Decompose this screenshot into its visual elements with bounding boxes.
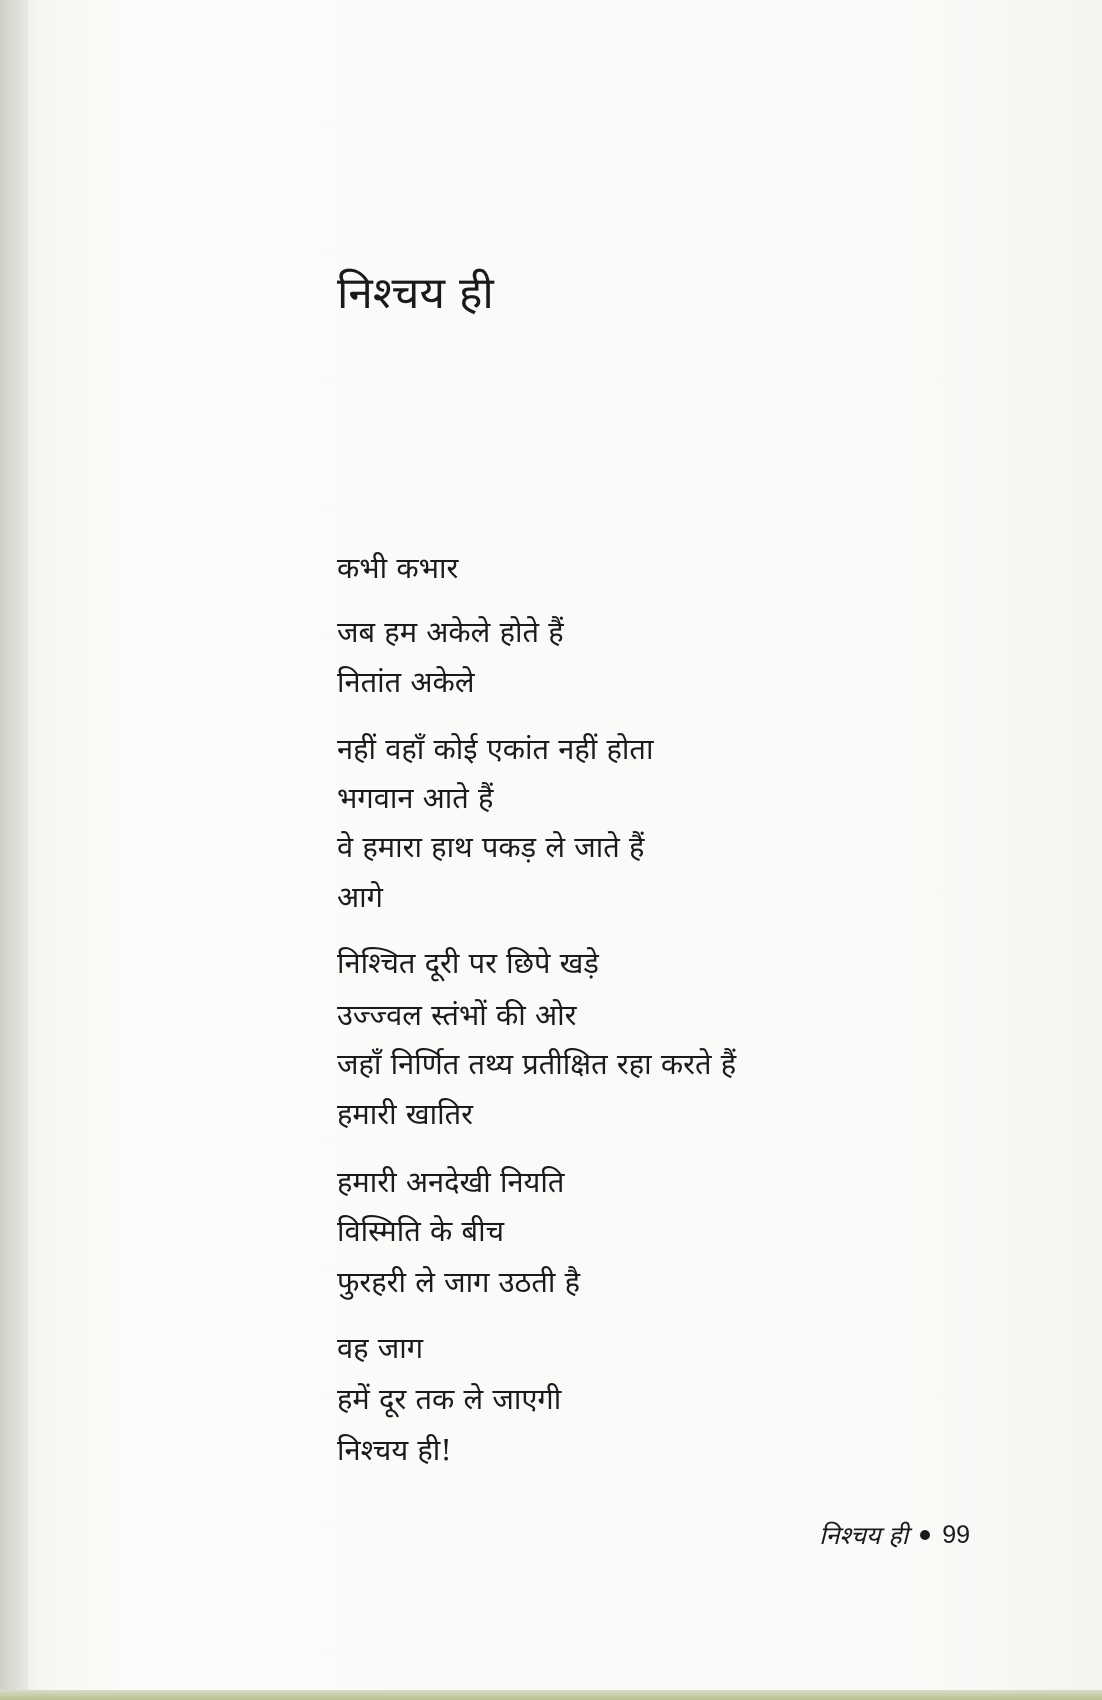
page-bottom-edge [0, 1690, 1102, 1700]
poem-line: वह जाग [337, 1331, 424, 1365]
poem-line: नहीं वहाँ कोई एकांत नहीं होता [337, 732, 654, 766]
page-number: 99 [942, 1520, 970, 1549]
poem-line: कभी कभार [337, 551, 459, 585]
poem-body [337, 0, 937, 1700]
poem-line: जब हम अकेले होते हैं [337, 615, 564, 649]
poem-line: फुरहरी ले जाग उठती है [337, 1265, 581, 1299]
poem-line: नितांत अकेले [337, 665, 475, 699]
poem-line: हमें दूर तक ले जाएगी [337, 1382, 562, 1416]
poem-line: निश्चय ही! [337, 1433, 452, 1467]
poem-line: उज्ज्वल स्तंभों की ओर [337, 998, 577, 1032]
poem-line: निश्चित दूरी पर छिपे खड़े [337, 946, 599, 980]
poem-line: हमारी अनदेखी नियति [337, 1165, 565, 1199]
poem-line: वे हमारा हाथ पकड़ ले जाते हैं [337, 830, 645, 864]
poem-line: आगे [337, 880, 383, 914]
running-title: निश्चय ही [819, 1521, 909, 1550]
poem-title: निश्चय ही [337, 268, 494, 319]
poem-line: जहाँ निर्णित तथ्य प्रतीक्षित रहा करते हैं [337, 1047, 737, 1081]
page-binding-edge [0, 0, 28, 1700]
bullet-separator-icon [920, 1530, 930, 1540]
poem-line: विस्मिति के बीच [337, 1214, 505, 1248]
poem-line: भगवान आते हैं [337, 781, 494, 815]
poem-line: हमारी खातिर [337, 1097, 473, 1131]
page-footer [819, 1518, 970, 1552]
